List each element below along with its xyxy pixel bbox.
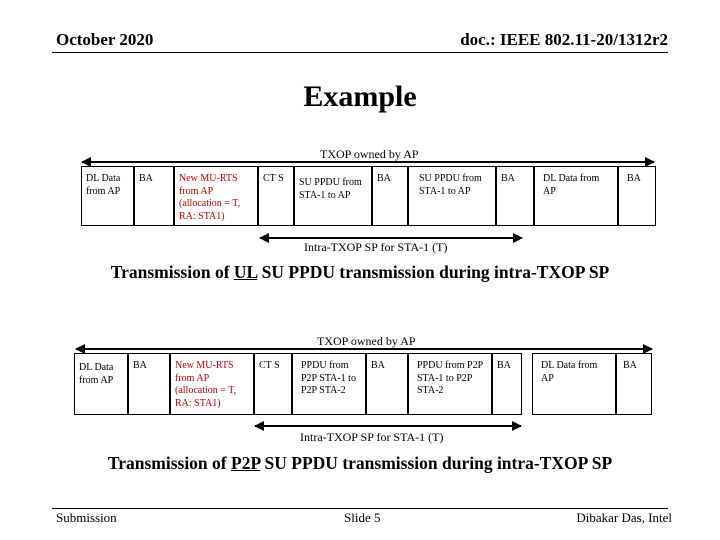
- su-ppdu-box: SU PPDU from STA-1 to AP: [408, 166, 496, 226]
- txop-label-2: TXOP owned by AP: [317, 334, 416, 348]
- intra-txop-label-2: Intra-TXOP SP for STA-1 (T): [300, 430, 444, 444]
- header-date: October 2020: [56, 30, 154, 49]
- header-doc-id: doc.: IEEE 802.11-20/1312r2: [460, 30, 668, 49]
- ba-box: BA: [372, 166, 408, 226]
- p2p-ppdu-box: PPDU from P2P STA-1 to P2P STA-2: [408, 353, 492, 415]
- caption-p2p: Transmission of P2P SU PPDU transmission during intra-TXOP SP: [107, 453, 613, 473]
- txop-label-1: TXOP owned by AP: [320, 147, 419, 161]
- footer-submission: Submission: [56, 510, 117, 525]
- mu-rts-box: New MU-RTS from AP (allocation = T, RA: STA1): [174, 166, 258, 226]
- dl-data-box: DL Data from AP: [532, 353, 616, 415]
- dl-data-box: DL Data from AP: [534, 166, 618, 226]
- intra-txop-label-1: Intra-TXOP SP for STA-1 (T): [304, 240, 448, 254]
- p2p-ppdu-box: PPDU from P2P STA-1 to P2P STA-2: [292, 353, 366, 415]
- slide-title: Example: [303, 80, 417, 113]
- footer-author: Dibakar Das, Intel: [576, 510, 672, 525]
- mu-rts-box: New MU-RTS from AP (allocation = T, RA: STA1): [170, 353, 254, 415]
- cts-box: CT S: [258, 166, 294, 226]
- dl-data-box: DL Data from AP: [81, 166, 134, 226]
- ba-box: BA: [492, 353, 522, 415]
- ba-box: BA: [134, 166, 174, 226]
- su-ppdu-box: SU PPDU from STA-1 to AP: [294, 166, 372, 226]
- ba-box: BA: [616, 353, 652, 415]
- cts-box: CT S: [254, 353, 292, 415]
- caption-ul: Transmission of UL SU PPDU transmission during intra-TXOP SP: [110, 262, 610, 282]
- footer-rule: [52, 508, 668, 509]
- ba-box: BA: [618, 166, 656, 226]
- ba-box: BA: [366, 353, 408, 415]
- ba-box: BA: [496, 166, 534, 226]
- ba-box: BA: [128, 353, 170, 415]
- dl-data-box: DL Data from AP: [74, 353, 128, 415]
- footer-slide-number: Slide 5: [344, 510, 381, 525]
